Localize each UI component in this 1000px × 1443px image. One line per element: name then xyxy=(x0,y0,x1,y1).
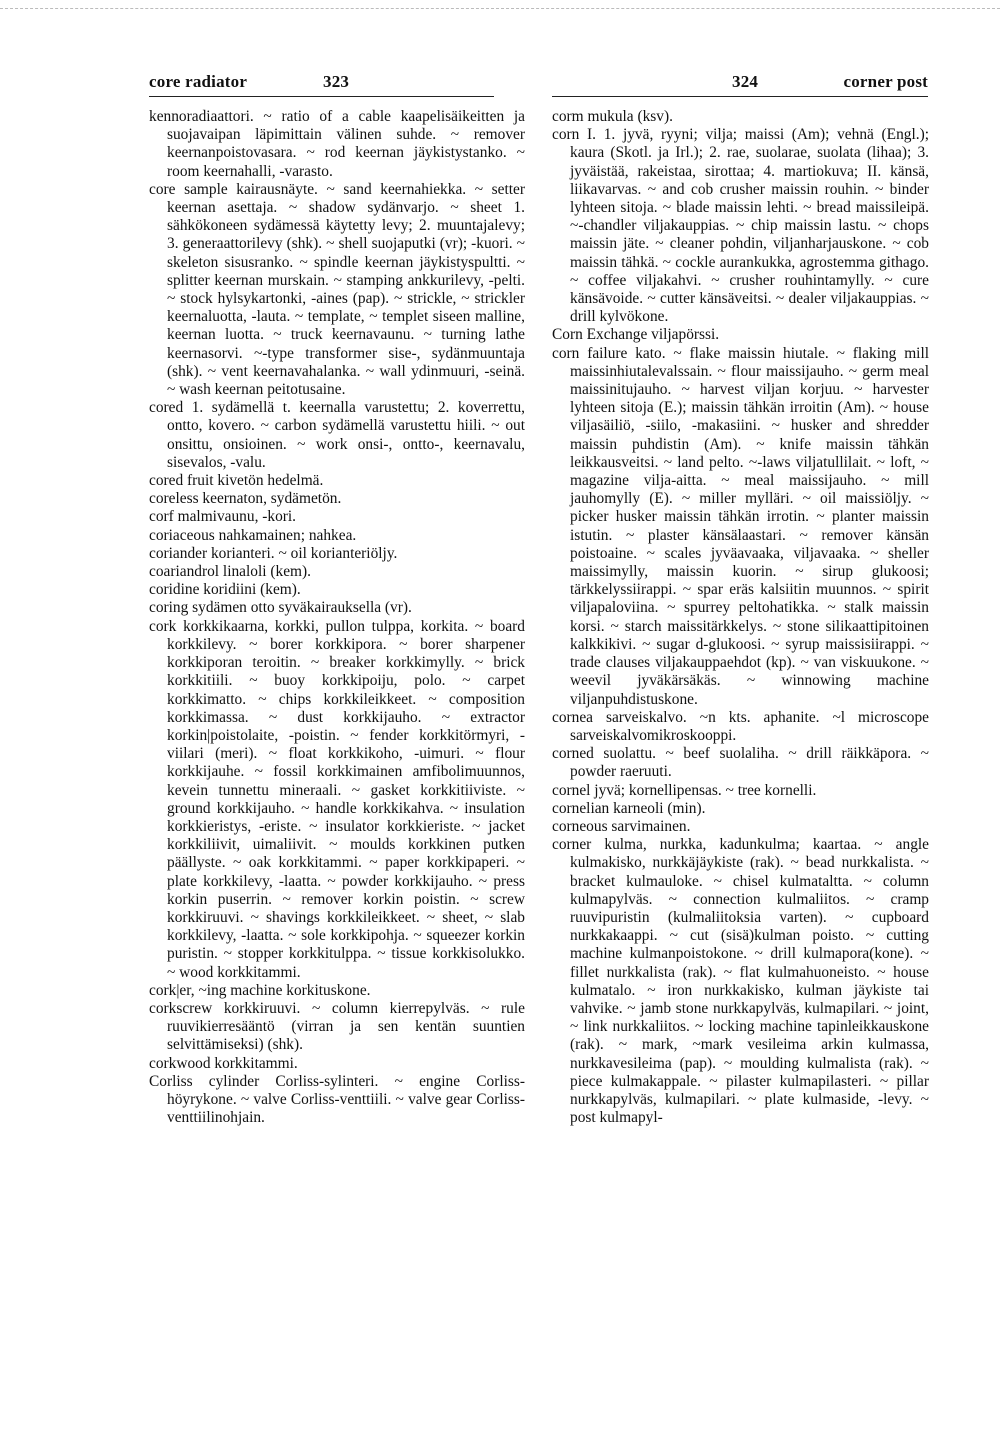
dictionary-entry: corkwood korkkitammi. xyxy=(149,1054,298,1072)
dictionary-entry: core sample kairausnäyte. ~ sand keernahiekka. ~ setter keernan asettaja. ~ shadow sydänvarjo. ~ sheet 1. sähkökoneen sydämessä käytetty levy; 2. muuntajalevy; 3. generaattorilevy (shk). ~ shell suojaputki (vr); -kuori. ~ skeleton sisusranko. ~ spindle keernan jäykistyspultti. ~ splitter keernan murskain. ~ stamping ankkurilevy, -pelti. ~ stock hylsykartonki, -aines (pap). ~ strickle, ~ strickler keernaluotta, -lauta. ~ template, ~ templet siseen malline, keernan luotta. ~ truck keernavaunu. ~ turning lathe keernasorvi. ~-type transformer sise-, sydänmuuntaja (shk). ~ vent keernavahalanka. ~ wall ydinmuuri, -seinä. ~ wash keernan peitotusaine. xyxy=(149,180,525,399)
dictionary-entry: cored fruit kivetön hedelmä. xyxy=(149,472,324,490)
dictionary-entry: cornelian karneoli (min). xyxy=(552,799,706,817)
dictionary-entry: corf malmivaunu, -kori. xyxy=(149,508,297,526)
scan-edge xyxy=(0,8,1000,9)
left-running-head xyxy=(149,72,494,97)
left-page-number: 323 xyxy=(323,72,350,91)
dictionary-entry: coreless keernaton, sydämetön. xyxy=(149,490,342,508)
left-guide-word: core radiator xyxy=(149,72,248,91)
dictionary-entry: corm mukula (ksv). xyxy=(552,108,673,125)
dictionary-entry: coriander korianteri. ~ oil korianteriöljy. xyxy=(149,544,398,562)
dictionary-entry: corkscrew korkkiruuvi. ~ column kierrepylväs. ~ rule ruuvikierresääntö (virran ja sen kentän suuntien selvittämiseksi) (shk). xyxy=(149,999,525,1054)
dictionary-entry: cornea sarveiskalvo. ~n kts. aphanite. ~l microscope sarveiskalvomikroskooppi. xyxy=(552,708,929,744)
left-column xyxy=(149,108,525,1127)
right-column xyxy=(552,108,929,1127)
dictionary-entry: corn I. 1. jyvä, ryyni; vilja; maissi (Am); vehnä (Engl.); kaura (Skotl. ja Irl.); 2. rae, suolarae, suolata (lihaa); 3. jyväistää, rakeistaa, sirottaa; 4. martiokuva; II. känsä, liikavarvas. ~ and cob crusher maissin rouhin. ~ binder lyhteen sitoja. ~ blade maissin lehti. ~ bread maissileipä. ~-chandler viljakauppias. ~ chip maissin lastu. ~ chops maissin jäte. ~ cleaner pohdin, viljanharjauskone. ~ cob maissin tähkä. ~ cockle aurankukka, agrostemma githago. ~ coffee viljakahvi. ~ crusher rouhintamylly. ~ cure känsävoide. ~ cutter känsäveitsi. ~ dealer viljakauppias. ~ drill kylvökone. xyxy=(552,126,929,326)
right-page-number: 324 xyxy=(732,72,759,91)
dictionary-entry: kennoradiaattori. ~ ratio of a cable kaapelisäikeitten ja suojavaipan läpimittain välinen suhde. ~ remover keernanpoistovasara. ~ rod keernan jäykistystanko. ~ room keernahalli, -varasto. xyxy=(149,108,525,180)
dictionary-entry: coring sydämen otto syväkairauksella (vr). xyxy=(149,599,412,617)
right-guide-word: corner post xyxy=(843,72,928,91)
dictionary-entry: coariandrol linaloli (kem). xyxy=(149,563,311,581)
dictionary-entry: corn failure kato. ~ flake maissin hiutale. ~ flaking mill maissinhiutalevalssain. ~ flour maissijauho. ~ germ meal maissinitujauho. ~ harvest viljan korjuu. ~ harvester lyhteen sitoja (E.); maissin tähkän irroitin (Am). ~ house viljasäiliö, -siilo, -makasiini. ~ husker and shredder maissin puhdistin (Am). ~ knife maissin tähkän leikkausveitsi. ~ land pelto. ~-laws viljatullilait. ~ loft, ~ magazine vilja-aitta. ~ meal maissijauho. ~ mill jauhomylly (E). ~ miller mylläri. ~ oil maissiöljy. ~ picker husker maissin tähkän irrotin. ~ planter maissin istutin. ~ plaster känsälaastari. ~ remover känsän poistoaine. ~ scales jyväavaaka, viljavaaka. ~ sheller maissimylly, maissin kuorin. ~ sirup glukoosi; tärkkelyssiirappi. ~ spar eräs kalsiitin muunnos. ~ spirit viljapaloviina. ~ spurrey peltohatikka. ~ stalk maissin korsi. ~ starch maissitärkkelys. ~ stone silikaattipitoinen kalkkikivi. ~ sugar d-glukoosi. ~ syrup maissisiirappi. ~ trade clauses viljakauppaehdot (kp). ~ van viskuukone. ~ weevil jyväkärsäkäs. ~ winnowing machine viljanpuhdistuskone. xyxy=(552,344,929,708)
dictionary-entry: cored 1. sydämellä t. keernalla varustettu; 2. koverrettu, ontto, kovero. ~ carbon sydämellä varustettu hiili. ~ out onsittu, onsioinen. ~ work onsi-, ontto-, keernavalu, sisevalos, -valu. xyxy=(149,399,525,471)
dictionary-entry: coriaceous nahkamainen; nahkea. xyxy=(149,526,357,544)
dictionary-entry: Corn Exchange viljapörssi. xyxy=(552,326,720,344)
dictionary-entry: cornel jyvä; kornellipensas. ~ tree kornelli. xyxy=(552,781,817,799)
dictionary-entry: corner kulma, nurkka, kadunkulma; kaartaa. ~ angle kulmakisko, nurkkäjäykiste (rak). ~ bead nurkkalista. ~ bracket kulmauloke. ~ chisel kulmataltta. ~ column kulmapylväs. ~ connection kulmaliitos. ~ cramp ruuvipuristin (kulmaliitoksia varten). ~ cupboard nurkkakaappi. ~ cut (sisä)kulman poisto. ~ cutting machine kulmanpoistokone. ~ drill kulmapora(kone). ~ fillet nurkkalista (rak). ~ flat kulmahuoneisto. ~ house kulmatalo. ~ iron nurkkakisko, kulman jäykiste tai vahvike. ~ jamb stone nurkkapylväs, kulmapilari. ~ joint, ~ link nurkkaliitos. ~ locking machine tapinleikkauskone (rak). ~ mark, ~mark vesileima arkin kulmassa, nurkkavesileima (pap). ~ moulding kulmalista (rak). ~ piece kulmakappale. ~ pilaster kulmapilasteri. ~ pillar nurkkapylväs, kulmapilari. ~ plate kulmaside, -levy. ~ post kulmapyl- xyxy=(552,836,929,1127)
dictionary-entry: Corliss cylinder Corliss-sylinteri. ~ engine Corliss-höyrykone. ~ valve Corliss-venttiili. ~ valve gear Corliss-venttiilinohjain. xyxy=(149,1072,525,1127)
dictionary-entry: corneous sarvimainen. xyxy=(552,817,691,835)
right-running-head xyxy=(552,72,928,97)
dictionary-entry: corned suolattu. ~ beef suolaliha. ~ drill räikkäpora. ~ powder raeruuti. xyxy=(552,745,929,781)
dictionary-entry: coridine koridiini (kem). xyxy=(149,581,301,599)
dictionary-entry: cork|er, ~ing machine korkituskone. xyxy=(149,981,371,999)
dictionary-entry: cork korkkikaarna, korkki, pullon tulppa, korkita. ~ board korkkilevy. ~ borer korkkipora. ~ borer sharpener korkkiporan teroitin. ~ breaker korkkimylly. ~ brick korkkitiili. ~ buoy korkkipoiju, polo. ~ carpet korkkimatto. ~ chips korkkileikkeet. ~ composition korkkimassa. ~ dust korkkijauho. ~ extractor korkin|poistolaite, -poistin. ~ fender korkkitörmyri, -viilari (meri). ~ float korkkikoho, -uimuri. ~ flour korkkijauhe. ~ fossil korkkimainen amfibolimuunnos, kevein tunnettu mineraali. ~ gasket korkkitiiviste. ~ ground korkkijauho. ~ handle korkkikahva. ~ insulation korkkieristys, -eriste. ~ insulator korkkieriste. ~ jacket korkkiliivit, uimaliivit. ~ moulds korkkinen putken päällyste. ~ oak korkkitammi. ~ paper korkkipaperi. ~ plate korkkilevy, -laatta. ~ powder korkkijauho. ~ press korkin puserrin. ~ remover korkin poistin. ~ screw korkkiruuvi. ~ shavings korkkileikkeet. ~ sheet, ~ slab korkkilevy, -laatta. ~ sole korkkipohja. ~ squeezer korkin puristin. ~ stopper korkkitulppa. ~ tissue korkkisolukko. ~ wood korkkitammi. xyxy=(149,617,525,981)
